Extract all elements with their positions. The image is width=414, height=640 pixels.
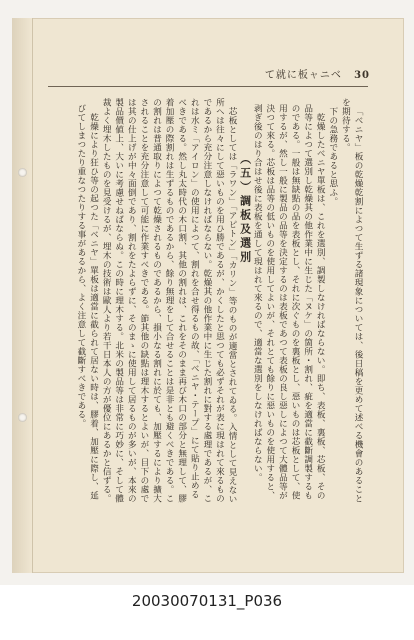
paragraph: 乾燥により狂ひ等の起つた「ベニヤ」單板は適當に截られて居ない時は、膠着、加壓に際し、延びてしまつたり重なつたりする事があるから、よく注意して截斷すべきである。 — [75, 104, 99, 500]
header-rule — [48, 86, 368, 87]
paragraph: 芯板としては「ラワン」「アピトン」「カリン」等のものが適當とされてゐる。入情として見えない所へは往々にして惡いものを用ひ勝であるが、かくしたと思つても必ずそれが表に現はれて來るものであるから充分注意しなければならない。乾燥其の他作業中に生じた割れに對する處理であるが、これは水ミ「アイロン」の使用によつて、割れを合せ得るもの故、「ベニヤ・テープ」にて貼り止めるべきである。然し丸太時代の木口割、其他の割れは、これをそのまま再び木口の部分と無理して、膠着加壓の際割れは生ずるものであるから、餘り無理をして合せることは是非とも避くべきである。この割れは普通取りによつて乾燥されるものであるから、損小なる割れに於ても、加壓するにより擴大されることを充分注意して可能に作業すべきである。節其他の缺點は理木するとよいが、目下の處では其の仕上げが中々面倒であり、割れをたよらずに、そのまゝに使用して居るものが多いが、本來の製品價値上、大いに考慮せねばならぬ。この時に理木する。北米の製品等は非常に巧妙に、そして體裁よく埋木したものを見受けるが、埋木の技術は歐人より若干日本人の方が優位にあるかと信ずる。 — [101, 98, 238, 503]
binding-edge — [12, 18, 33, 573]
page-number: 30 — [354, 70, 370, 81]
vertical-text-body — [52, 98, 364, 506]
paragraph: 乾燥したベニヤ單板は、これを選別、調製しなければならない。即ち、表板、裏板、芯板、その品等によつて選別し乾燥其の他作業中に生じた「ヌケ」の箇所・割れ、疵を適當に截斷調製するものである。一般は無缺點の品を表板とし、それに次ぐものを裏板とし、惡いものは芯板として、使用するが、然し一般に製品の品等を決定するのは表板であつて表板の良し惡しによつて大體品等が決つて來る。芯板は品等の低いものを使用してよいが、それとても餘りに惡いものを使用すると、剥ぎ後のはり合はせ後に表板を通して現はれて來るので、適當な選別をしなければならない。 — [252, 104, 326, 500]
image-caption: 20030070131_P036 — [131, 592, 283, 610]
binding-hole — [18, 168, 27, 177]
binding-hole — [18, 413, 27, 422]
header-title: て就に板ャニベ — [264, 70, 342, 81]
running-header — [265, 66, 370, 81]
section-heading: （五）調板及選別 — [238, 153, 252, 265]
paragraph: 「ベニヤ」板の乾燥乾割によつて生ずる諸現象については、後日稿を更めて述べる機會のあることを期待する。 — [340, 98, 363, 503]
paragraph: 下の急務であると思ふ。 — [327, 106, 338, 206]
